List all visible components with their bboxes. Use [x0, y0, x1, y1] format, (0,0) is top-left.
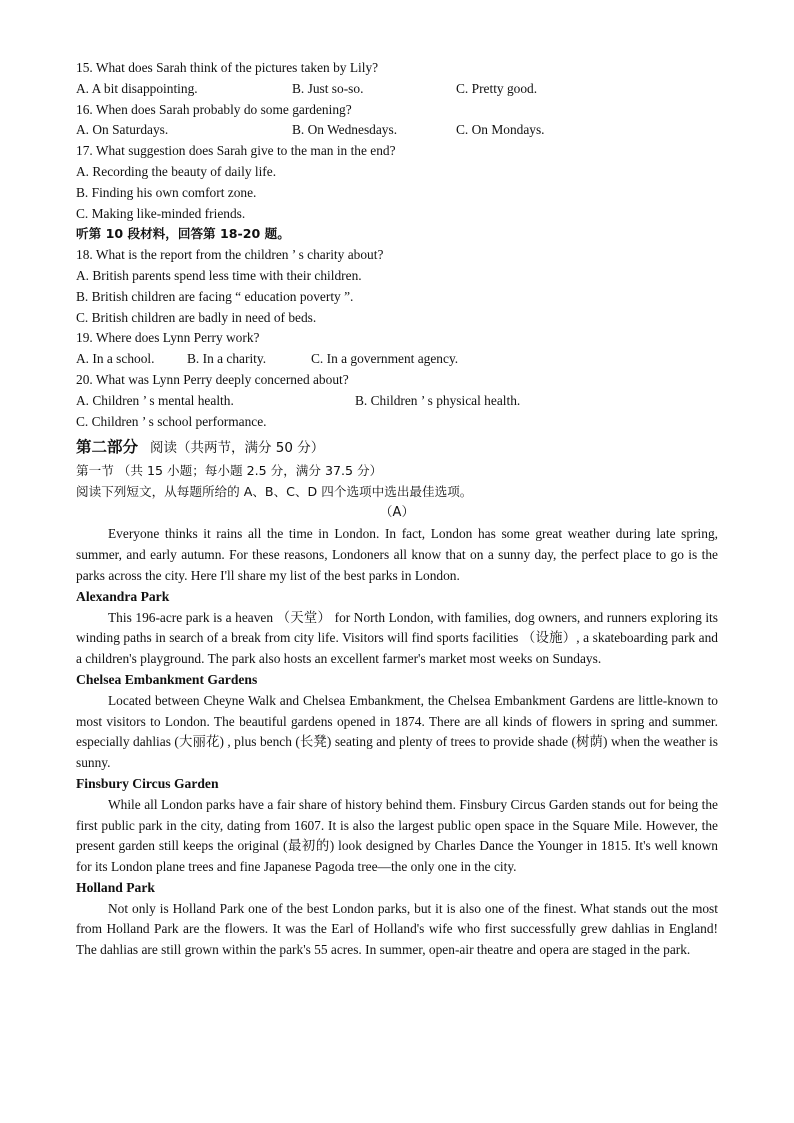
question-19: 19. Where does Lynn Perry work? — [76, 330, 260, 346]
part-2-subtitle: 阅读（共两节，满分 50 分） — [150, 440, 325, 457]
option-b: B. In a charity. — [187, 351, 267, 367]
option-c: C. Pretty good. — [456, 80, 538, 96]
question-17: 17. What suggestion does Sarah give to the man in the end? — [76, 143, 396, 159]
option-b: B. Finding his own comfort zone. — [76, 184, 257, 200]
passage-label: （A） — [379, 505, 415, 521]
question-16: 16. When does Sarah probably do some gardening? — [76, 101, 352, 117]
option-a: A. A bit disappointing. — [76, 80, 198, 96]
park-heading: Holland Park — [76, 879, 155, 895]
option-b: B. Just so-so. — [292, 80, 364, 96]
question-20-options — [76, 391, 718, 412]
option-c: C. Children ’ s school performance. — [76, 413, 267, 429]
option-a: A. British parents spend less time with their children. — [76, 267, 362, 283]
instruction: 阅读下列短文，从每题所给的 A、B、C、D 四个选项中选出最佳选项。 — [76, 484, 473, 500]
option-a: A. Children ’ s mental health. — [76, 392, 234, 408]
material-10-heading: 听第 10 段材料，回答第 18-20 题。 — [76, 226, 290, 242]
park-heading: Alexandra Park — [76, 588, 170, 604]
question-19-options — [76, 349, 718, 370]
section-1-heading: 第一节 （共 15 小题；每小题 2.5 分，满分 37.5 分） — [76, 463, 383, 479]
option-c: C. In a government agency. — [311, 351, 459, 367]
park-paragraph: This 196-acre park is a heaven （天堂） for North London, with families, dog owners, and runners exploring its winding paths in search of a break from city life. Visitors will find sports facilities （设施）, a skateboarding park and a children's playground. The park also hosts an excellent farmer's market most weeks on Sundays. — [76, 609, 718, 667]
option-c: C. British children are badly in need of beds. — [76, 309, 317, 325]
park-paragraph: Not only is Holland Park one of the best London parks, but it is also one of the finest. What stands out the most from Holland Park are the flowers. It was the Earl of Holland's wife who first successfully grew dahlias in England! The dahlias are still grown within the park's 55 acres. In summer, open-air theatre and opera are staged in the park. — [76, 900, 718, 958]
option-c: C. Making like-minded friends. — [76, 205, 246, 221]
option-a: A. On Saturdays. — [76, 122, 169, 138]
question-16-options — [76, 120, 718, 141]
option-b: B. Children ’ s physical health. — [355, 392, 521, 408]
part-2-heading — [76, 434, 718, 460]
option-b: B. On Wednesdays. — [292, 122, 398, 138]
exam-page — [76, 58, 718, 961]
question-20: 20. What was Lynn Perry deeply concerned about? — [76, 371, 349, 387]
question-18: 18. What is the report from the children ’ s charity about? — [76, 247, 384, 263]
option-b: B. British children are facing “ education poverty ”. — [76, 288, 354, 304]
option-a: A. In a school. — [76, 351, 155, 367]
intro-paragraph: Everyone thinks it rains all the time in London. In fact, London has some great weather during late spring, summer, and early autumn. For these reasons, Londoners all know that on a sunny day, the perfect place to go is the parks across the city. Here I'll share my list of the best parks in London. — [76, 526, 718, 583]
park-heading: Chelsea Embankment Gardens — [76, 671, 258, 687]
question-15: 15. What does Sarah think of the pictures taken by Lily? — [76, 60, 379, 75]
question-15-options — [76, 79, 718, 100]
option-c: C. On Mondays. — [456, 122, 545, 138]
park-paragraph: Located between Cheyne Walk and Chelsea Embankment, the Chelsea Embankment Gardens are little-known to most visitors to London. The beautiful gardens opened in 1874. There are all kinds of flowers in spring and summer. especially dahlias (大丽花) , plus bench (长凳) seating and plenty of trees to provide shade (树荫) when the weather is sunny. — [76, 692, 718, 771]
part-2-title: 第二部分 — [76, 438, 139, 457]
park-paragraph: While all London parks have a fair share of history behind them. Finsbury Circus Garden stands out for being the first public park in the city, dating from 1607. It is also the largest public open space in the Square Mile. However, the present garden still keeps the original (最初的) look designed by Charles Dance the Younger in 1815. It's well known for its London plane trees and fine Japanese Pagoda tree—the only one in the city. — [76, 796, 718, 875]
option-a: A. Recording the beauty of daily life. — [76, 163, 277, 179]
park-heading: Finsbury Circus Garden — [76, 775, 219, 791]
